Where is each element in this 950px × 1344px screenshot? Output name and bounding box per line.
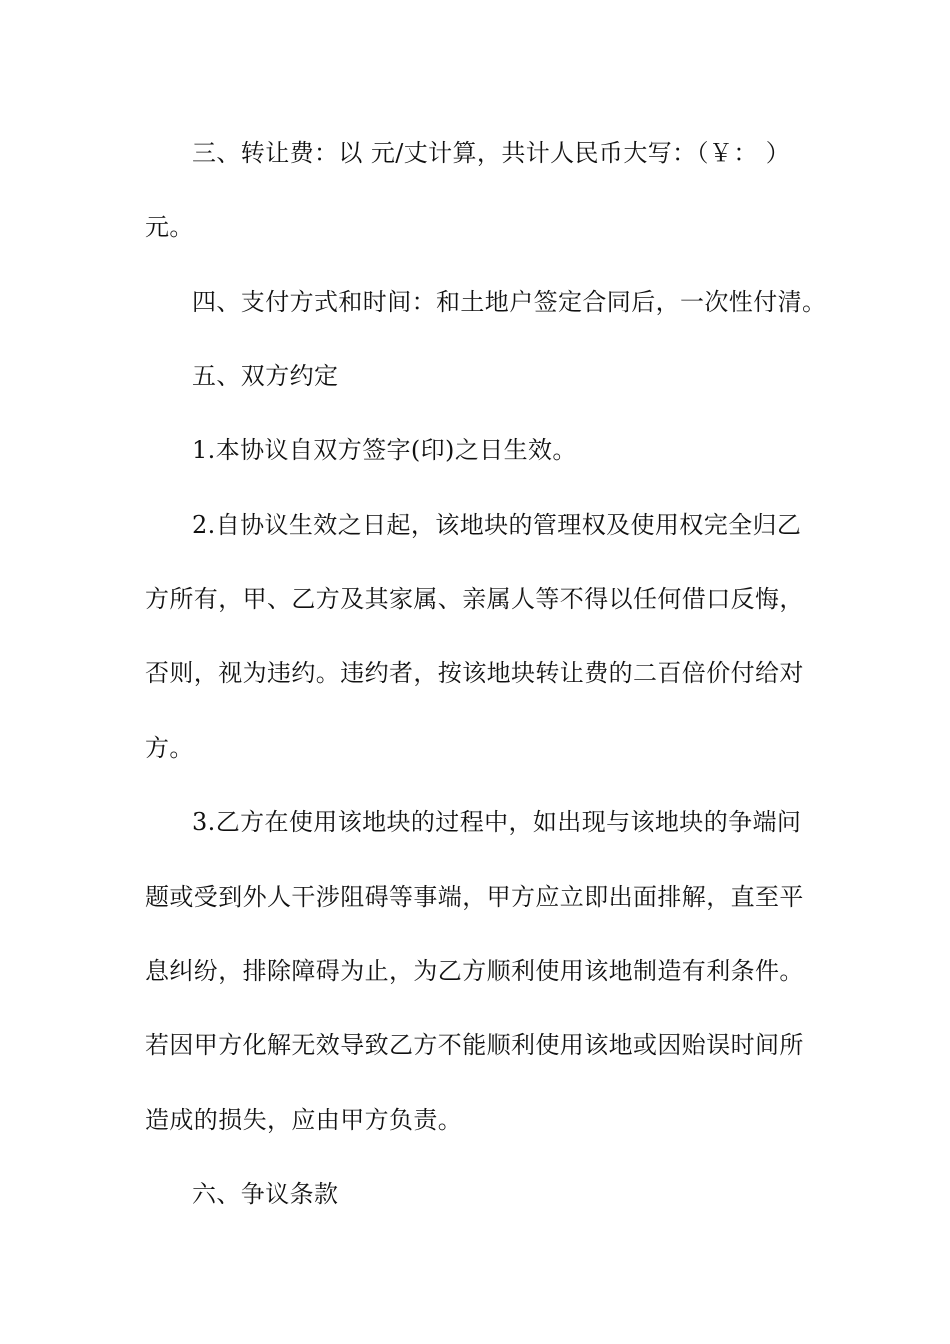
clause-5-item-2-line-3: 否则，视为违约。违约者，按该地块转让费的二百倍价付给对 — [145, 659, 804, 687]
clause-6-heading: 六、争议条款 — [192, 1180, 339, 1208]
clause-5-item-3-line-3: 息纠纷，排除障碍为止，为乙方顺利使用该地制造有利条件。 — [145, 957, 804, 985]
clause-3-transfer-fee-line-2: 元。 — [145, 213, 194, 241]
clause-5-item-2-line-2: 方所有，甲、乙方及其家属、亲属人等不得以任何借口反悔， — [145, 585, 804, 613]
clause-5-item-2-line-1: 2.自协议生效之日起，该地块的管理权及使用权完全归乙 — [192, 511, 802, 539]
clause-5-item-3-line-2: 题或受到外人干涉阻碍等事端，甲方应立即出面排解，直至平 — [145, 883, 804, 911]
clause-3-transfer-fee-line-1: 三、转让费：以 元/丈计算，共计人民币大写：（￥： ） — [192, 139, 791, 167]
clause-5-item-3-line-4: 若因甲方化解无效导致乙方不能顺利使用该地或因贻误时间所 — [145, 1031, 804, 1059]
clause-4-payment-method: 四、支付方式和时间：和土地户签定合同后，一次性付清。 — [192, 288, 827, 316]
clause-5-item-3-line-5: 造成的损失，应由甲方负责。 — [145, 1106, 463, 1134]
clause-5-item-3-line-1: 3.乙方在使用该地块的过程中，如出现与该地块的争端问 — [192, 808, 802, 836]
clause-5-heading: 五、双方约定 — [192, 362, 339, 390]
clause-5-item-1: 1.本协议自双方签字(印)之日生效。 — [192, 436, 577, 464]
clause-5-item-2-line-4: 方。 — [145, 734, 194, 762]
